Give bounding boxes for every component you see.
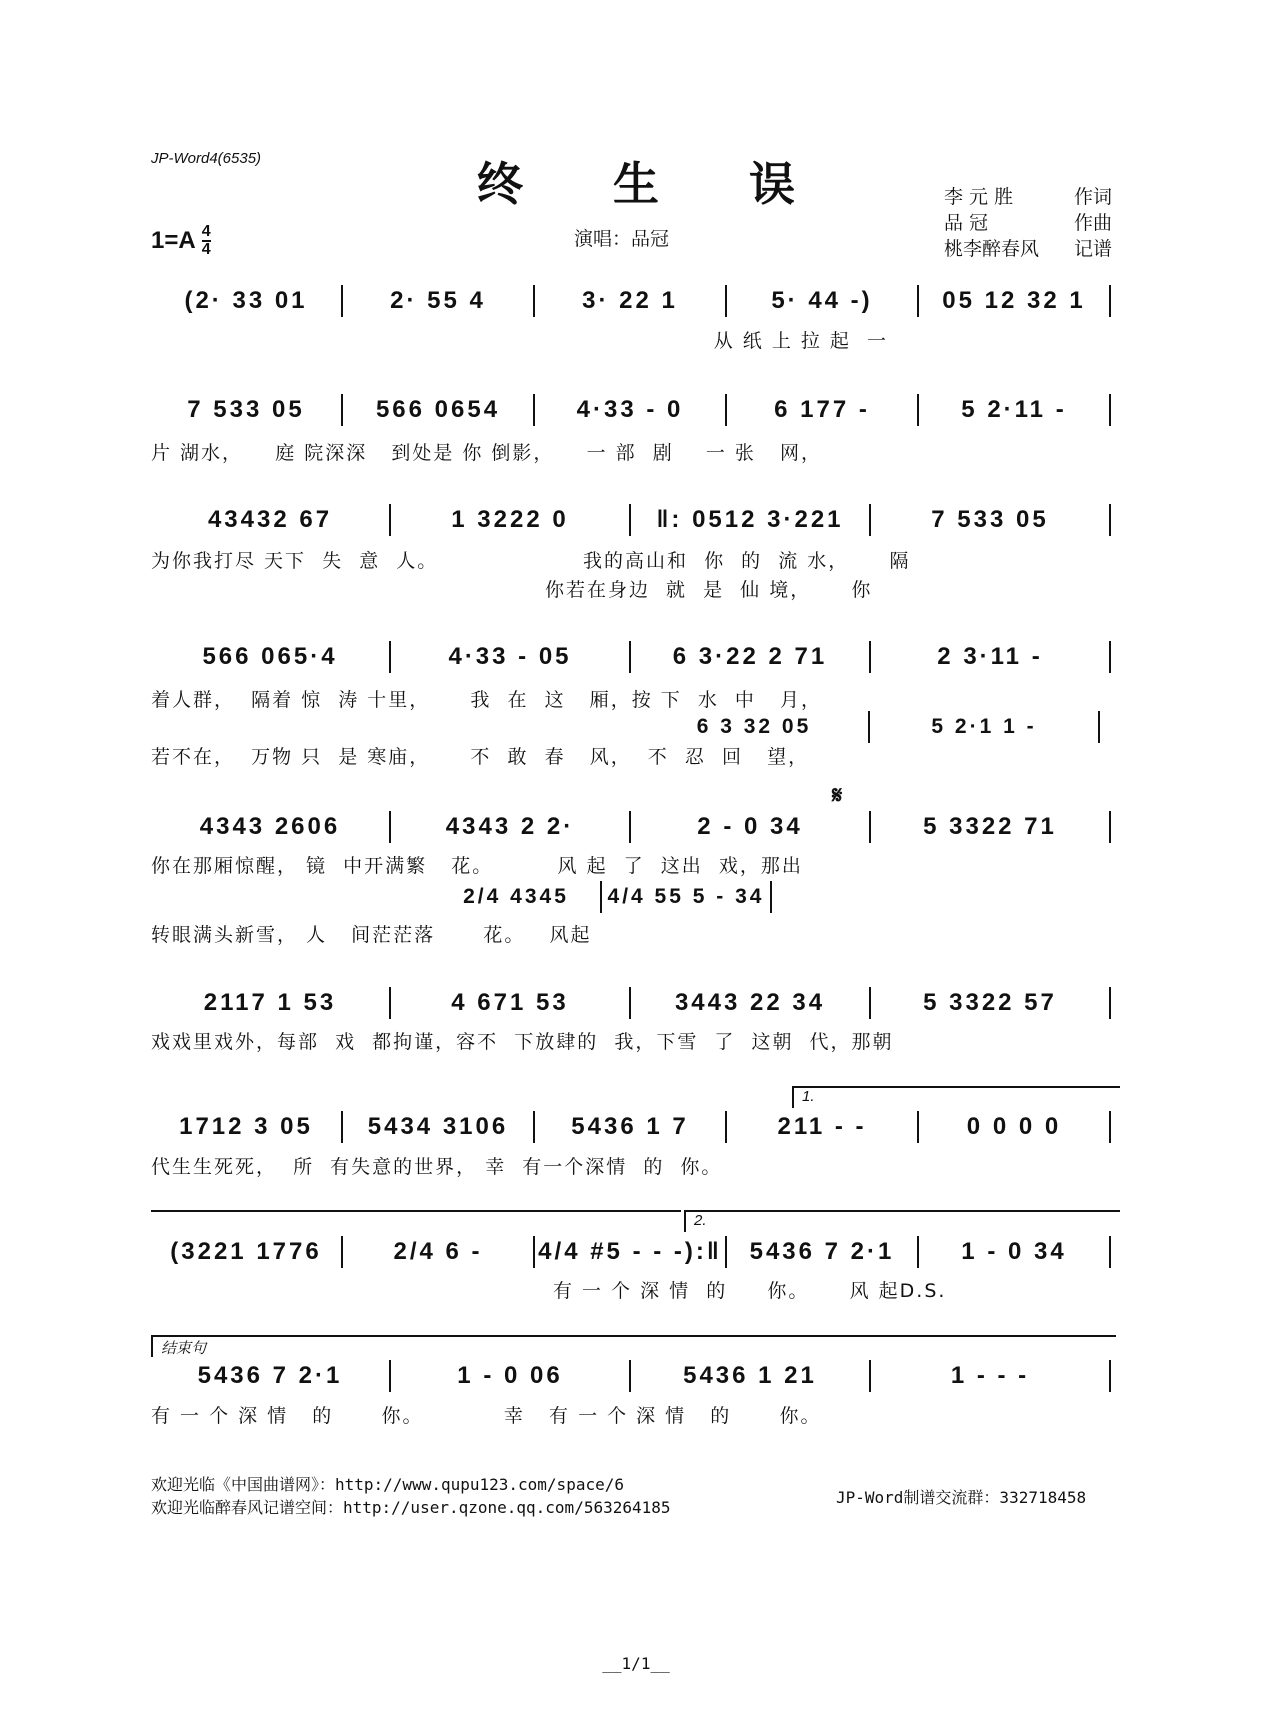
measure: 2 3·11 - xyxy=(937,643,1043,670)
barline xyxy=(1109,1111,1111,1143)
barline xyxy=(1109,394,1111,426)
volta-1: 1. xyxy=(792,1086,1120,1108)
notation-row xyxy=(151,1110,1111,1144)
credit-role: 记谱 xyxy=(1073,238,1112,260)
notation-row xyxy=(151,640,1111,674)
notation-row xyxy=(432,880,772,914)
software-label: JP-Word4(6535) xyxy=(151,150,262,167)
barline xyxy=(1109,1360,1111,1392)
credit-role: 作词 xyxy=(1073,186,1112,208)
notation-row xyxy=(151,1235,1111,1269)
barline xyxy=(1109,641,1111,673)
singer: 演唱：品冠 xyxy=(574,228,670,250)
key: 1=A xyxy=(151,227,196,254)
measure: 5436 7 2·1 xyxy=(749,1238,895,1265)
measure: 5 2·1 1 - xyxy=(931,715,1037,738)
measure: 05 12 32 1 xyxy=(942,287,1086,314)
transcriber xyxy=(944,236,1112,262)
notation-row xyxy=(151,810,1111,844)
measure: 4343 2 2· xyxy=(445,813,575,840)
notation-row xyxy=(640,710,1100,744)
measure: ‖: 0512 3·221 xyxy=(656,506,844,533)
lyricist xyxy=(944,184,1112,210)
lyrics-line: 你若在身边 就 是 仙 境， 你 xyxy=(151,579,873,601)
measure: 43432 67 xyxy=(207,506,333,533)
measure: 4 671 53 xyxy=(451,989,569,1016)
measure: 5436 7 2·1 xyxy=(197,1362,343,1389)
measure: 2/4 6 - xyxy=(393,1238,483,1265)
lyrics-line: 着人群， 隔着 惊 涛 十里， 我 在 这 厢，按 下 水 中 月， xyxy=(151,689,823,711)
measure: 5 3322 57 xyxy=(923,989,1057,1016)
measure: 0 0 0 0 xyxy=(966,1113,1062,1140)
notation-row xyxy=(151,284,1111,318)
measure: 2 - 0 34 xyxy=(697,813,803,840)
measure: 4343 2606 xyxy=(199,813,341,840)
measure: (2· 33 01 xyxy=(184,287,308,314)
lyrics-line: 有 一 个 深 情 的 你。 幸 有 一 个 深 情 的 你。 xyxy=(151,1405,822,1427)
measure: 7 533 05 xyxy=(931,506,1049,533)
composer xyxy=(944,210,1112,236)
time-signature xyxy=(202,224,211,258)
measure: 5436 1 21 xyxy=(683,1362,817,1389)
credit-name: 桃李醉春风 xyxy=(944,238,1040,260)
measure: 211 - - xyxy=(777,1113,867,1140)
credit-name: 品 冠 xyxy=(944,212,989,234)
measure: 3443 22 34 xyxy=(674,989,826,1016)
lyrics-line: 片 湖水， 庭 院深深 到处是 你 倒影， 一 部 剧 一 张 网， xyxy=(151,442,823,464)
measure: (3221 1776 xyxy=(170,1238,322,1265)
notation-row xyxy=(151,393,1111,427)
barline xyxy=(770,881,772,913)
notation-row xyxy=(151,1359,1111,1393)
song-title: 终生误 xyxy=(477,157,885,211)
barline xyxy=(1109,285,1111,317)
measure: 5· 44 -) xyxy=(771,287,873,314)
measure: 1 - - - xyxy=(950,1362,1030,1389)
segno-icon: 𝄋 xyxy=(832,780,843,809)
lyrics-line: 若不在， 万物 只 是 寒庙， 不 敢 春 风， 不 忍 回 望， xyxy=(151,746,810,768)
notation-row xyxy=(151,986,1111,1020)
barline xyxy=(1098,711,1100,743)
measure: 566 0654 xyxy=(375,396,501,423)
lyrics-line: 你在那厢惊醒， 镜 中开满繁 花。 风 起 了 这出 戏，那出 xyxy=(151,855,803,877)
measure: 4·33 - 0 xyxy=(576,396,684,423)
time-bottom: 4 xyxy=(201,241,211,258)
measure: 4/4 #5 - - -):‖ xyxy=(538,1238,722,1265)
footer-links xyxy=(151,1473,671,1519)
credits xyxy=(944,184,1112,262)
page-number: __1/1__ xyxy=(602,1654,670,1673)
measure: 1 - 0 06 xyxy=(457,1362,563,1389)
notation-row xyxy=(151,503,1111,537)
lyrics-line: 转眼满头新雪， 人 间茫茫落 花。 风起 xyxy=(151,924,592,946)
measure: 6 177 - xyxy=(774,396,870,423)
lyrics-line: 从 纸 上 拉 起 一 xyxy=(151,330,889,352)
measure: 566 065·4 xyxy=(202,643,338,670)
measure: 1 3222 0 xyxy=(451,506,569,533)
barline xyxy=(1109,1236,1111,1268)
barline xyxy=(1109,504,1111,536)
time-top: 4 xyxy=(201,223,211,240)
measure: 6 3·22 2 71 xyxy=(672,643,828,670)
measure: 5434 3106 xyxy=(367,1113,509,1140)
lyrics-line: 代生生死死， 所 有失意的世界， 幸 有一个深情 的 你。 xyxy=(151,1156,723,1178)
barline xyxy=(1109,987,1111,1019)
footer-link-1[interactable]: 欢迎光临《中国曲谱网》：http://www.qupu123.com/space/6 xyxy=(151,1475,624,1494)
measure: 7 533 05 xyxy=(187,396,305,423)
repeat-line xyxy=(151,1210,681,1212)
measure: 1 - 0 34 xyxy=(961,1238,1067,1265)
coda-bracket: 结束句 xyxy=(151,1335,1116,1357)
measure: 2/4 4345 xyxy=(463,885,569,908)
group-info: JP-Word制谱交流群：332718458 xyxy=(836,1488,1087,1507)
measure: 5436 1 7 xyxy=(571,1113,689,1140)
key-signature xyxy=(151,224,211,258)
volta-2: 2. xyxy=(684,1210,1120,1232)
footer-link-2[interactable]: 欢迎光临醉春风记谱空间：http://user.qzone.qq.com/563264185 xyxy=(151,1498,671,1517)
lyrics-line: 为你我打尽 天下 失 意 人。 我的高山和 你 的 流 水， 隔 xyxy=(151,550,911,572)
measure: 4·33 - 05 xyxy=(448,643,572,670)
barline xyxy=(1109,811,1111,843)
measure: 4/4 55 5 - 34 xyxy=(607,885,765,908)
measure: 1712 3 05 xyxy=(179,1113,313,1140)
lyrics-line: 有 一 个 深 情 的 你。 风 起D.S. xyxy=(151,1280,947,1302)
measure: 5 2·11 - xyxy=(961,396,1067,423)
measure: 6 3 32 05 xyxy=(696,715,812,738)
measure: 2117 1 53 xyxy=(203,989,337,1016)
measure: 5 3322 71 xyxy=(923,813,1057,840)
credit-name: 李 元 胜 xyxy=(944,186,1014,208)
lyrics-line: 戏戏里戏外，每部 戏 都拘谨，容不 下放肆的 我，下雪 了 这朝 代，那朝 xyxy=(151,1031,894,1053)
measure: 2· 55 4 xyxy=(390,287,486,314)
credit-role: 作曲 xyxy=(1073,212,1112,234)
measure: 3· 22 1 xyxy=(582,287,678,314)
